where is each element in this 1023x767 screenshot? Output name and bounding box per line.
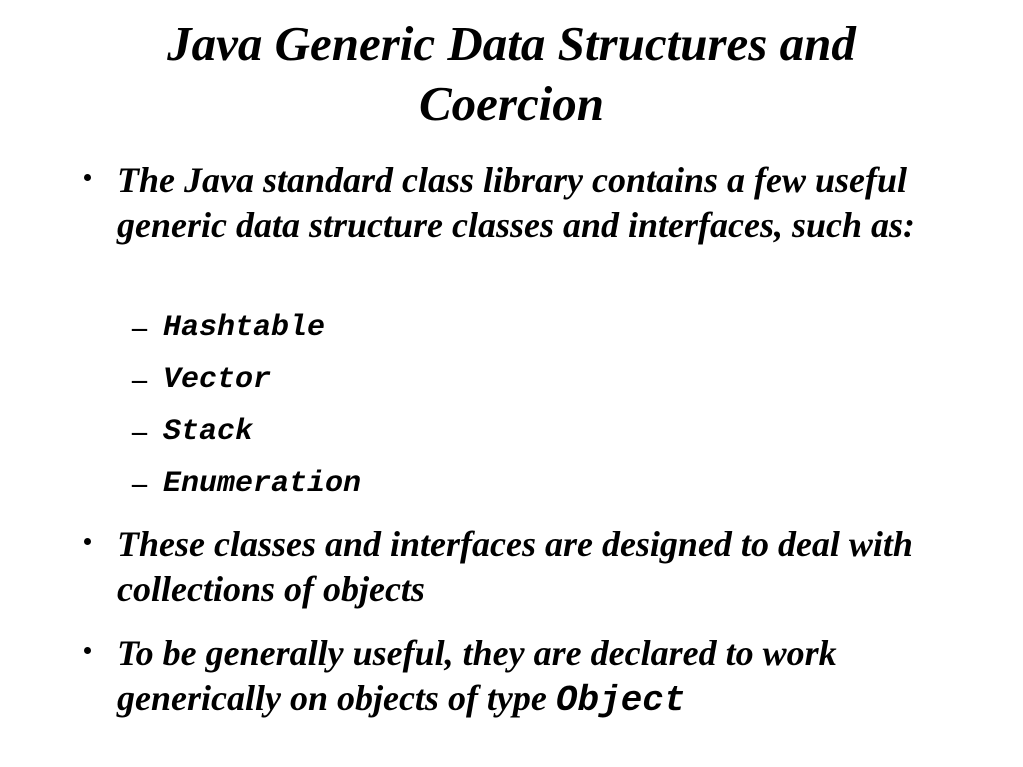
slide-title-line-2: Coercion <box>418 76 605 131</box>
sub-item-stack <box>0 417 1023 457</box>
slide-title-line-1: Java Generic Data Structures and <box>167 16 856 71</box>
bullet-text-3 <box>117 631 977 723</box>
sub-item-label: Enumeration <box>163 467 362 501</box>
code-object: Object <box>555 680 686 721</box>
sub-dash-icon: – <box>132 415 147 448</box>
sub-dash-icon: – <box>132 311 147 344</box>
bullet-text-1: The Java standard class library contains a few useful generic data structure classes and interfaces, such as: <box>117 160 916 245</box>
sub-item-vector <box>0 365 1023 405</box>
bullet-dot-icon <box>84 174 91 181</box>
bullet-dot-icon <box>84 647 91 654</box>
sub-item-label: Hashtable <box>163 311 326 345</box>
sub-item-enumeration <box>0 469 1023 509</box>
slide-title <box>60 14 963 134</box>
sub-item-hashtable <box>0 313 1023 353</box>
sub-dash-icon: – <box>132 363 147 396</box>
sub-dash-icon: – <box>132 467 147 500</box>
sub-item-label: Vector <box>163 363 272 397</box>
sub-item-label: Stack <box>163 415 254 449</box>
bullet-text-2: These classes and interfaces are designed to deal with collections of objects <box>117 524 913 609</box>
bullet-text-3-prefix: To be generally useful, they are declared to work generically on objects of type <box>117 633 837 718</box>
bullet-dot-icon <box>84 538 91 545</box>
